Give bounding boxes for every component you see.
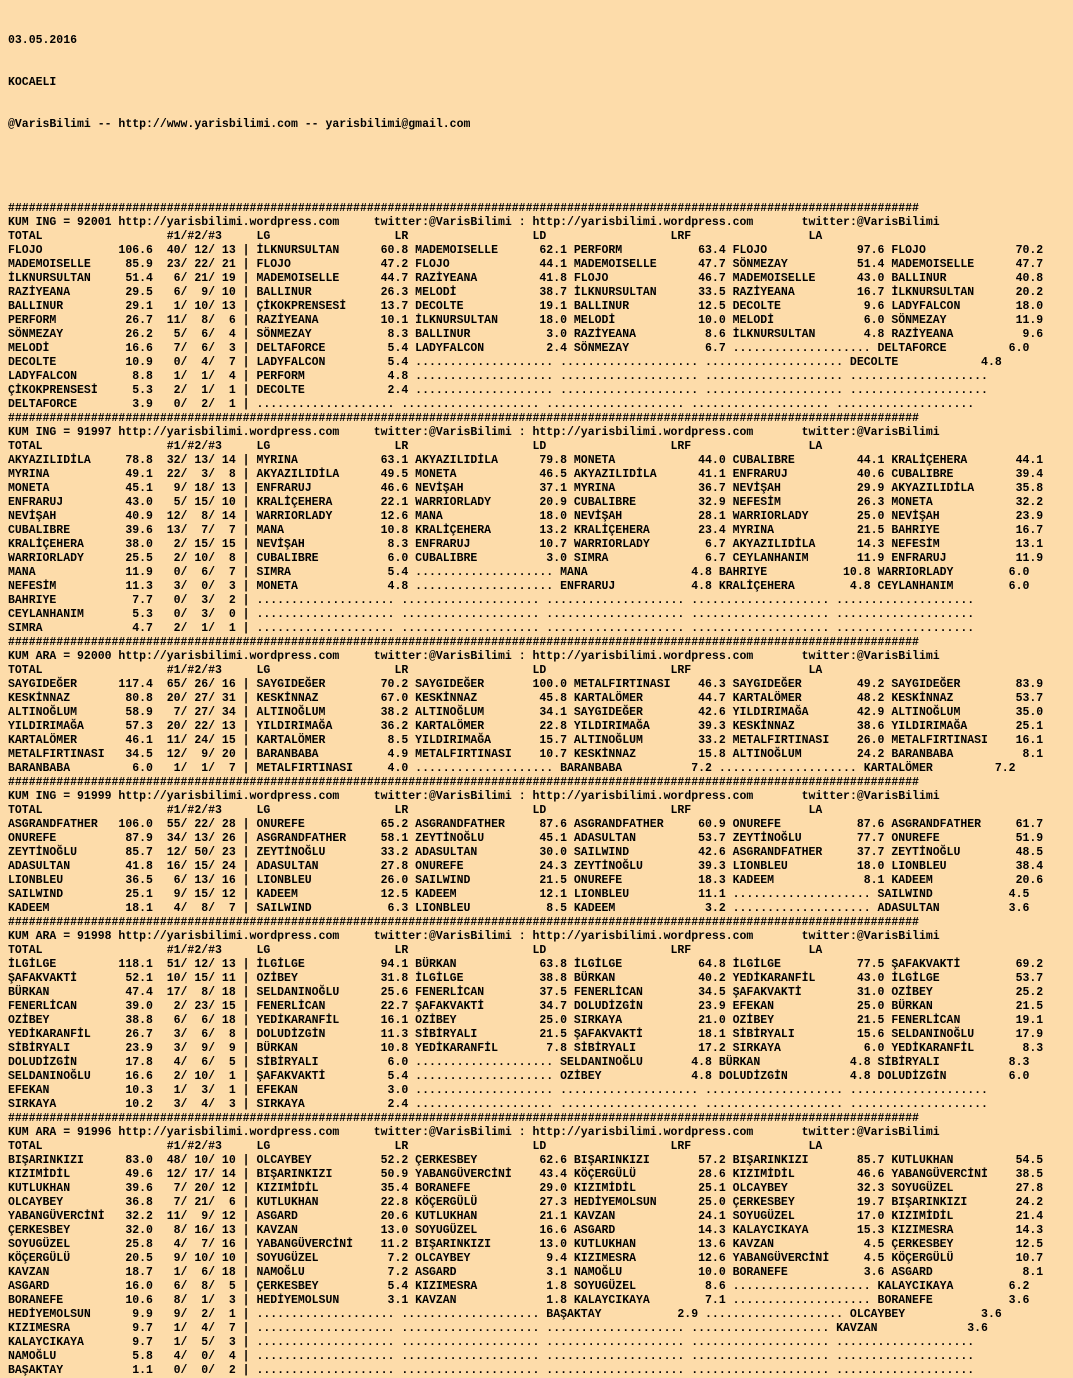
column-header-line: TOTAL #1/#2/#3 LG LR LD LRF LA — [8, 944, 823, 957]
table-row: YILDIRIMAĞA 57.3 20/ 22/ 13 | YILDIRIMAĞA 36.2 KARTALÖMER 22.8 YILDIRIMAĞA 39.3 KESKİNNAZ 38.6 YILDIRIMAĞA 25.1 — [8, 720, 1044, 733]
table-row: BORANEFE 10.6 8/ 1/ 3 | HEDİYEMOLSUN 3.1 KAVZAN 1.8 KALAYCIKAYA 7.1 .................... BORANEFE 3.6 — [8, 1294, 1030, 1307]
race-title-line — [8, 930, 1073, 944]
race-ad-text: http://yarisbilimi.wordpress.com twitter:@VarisBilimi : http://yarisbilimi.wordpress.com twitter:@VarisBilimi — [111, 426, 940, 439]
table-row: KALAYCIKAYA 9.7 1/ 5/ 3 | .................... .................... .................... .................... .................... — [8, 1336, 975, 1349]
contact-line: @VarisBilimi -- http://www.yarisbilimi.com -- yarisbilimi@gmail.com — [8, 118, 471, 131]
city-line: KOCAELI — [8, 76, 57, 89]
race-title: KUM ING = 91997 — [8, 426, 112, 439]
table-row: SIRKAYA 10.2 3/ 4/ 3 | SIRKAYA 2.4 .................... .................... .................... .................... — [8, 1098, 988, 1111]
separator-line: #################################################################################################################################### — [8, 202, 919, 215]
separator-line: #################################################################################################################################### — [8, 916, 919, 929]
table-row: KIZIMESRA 9.7 1/ 4/ 7 | .................... .................... .................... .................... KAVZAN 3.6 — [8, 1322, 988, 1335]
table-row: ONUREFE 87.9 34/ 13/ 26 | ASGRANDFATHER 58.1 ZEYTİNOĞLU 45.1 ADASULTAN 53.7 ZEYTİNOĞLU 77.7 ONUREFE 51.9 — [8, 832, 1044, 845]
race-title-line — [8, 790, 1073, 804]
race-ad-text: http://yarisbilimi.wordpress.com twitter:@VarisBilimi : http://yarisbilimi.wordpress.com twitter:@VarisBilimi — [111, 1126, 940, 1139]
table-row: SAILWIND 25.1 9/ 15/ 12 | KADEEM 12.5 KADEEM 12.1 LIONBLEU 11.1 .................... SAILWIND 4.5 — [8, 888, 1030, 901]
table-row: RAZİYEANA 29.5 6/ 9/ 10 | BALLINUR 26.3 MELODİ 38.7 İLKNURSULTAN 33.5 RAZİYEANA 16.7 İLKNURSULTAN 20.2 — [8, 286, 1044, 299]
table-row: ÇİKOKPRENSESİ 5.3 2/ 1/ 1 | DECOLTE 2.4 .................... .................... .................... .................... — [8, 384, 988, 397]
table-row: NEVİŞAH 40.9 12/ 8/ 14 | WARRIORLADY 12.6 MANA 18.0 NEVİŞAH 28.1 WARRIORLADY 25.0 NEVİŞAH 23.9 — [8, 510, 1044, 523]
column-header-line: TOTAL #1/#2/#3 LG LR LD LRF LA — [8, 1140, 823, 1153]
column-header-line: TOTAL #1/#2/#3 LG LR LD LRF LA — [8, 440, 823, 453]
table-row: MELODİ 16.6 7/ 6/ 3 | DELTAFORCE 5.4 LADYFALCON 2.4 SÖNMEZAY 6.7 .................... DELTAFORCE 6.0 — [8, 342, 1030, 355]
table-row: KIZIMİDİL 49.6 12/ 17/ 14 | BIŞARINKIZI 50.9 YABANGÜVERCİNİ 43.4 KÖÇERGÜLÜ 28.6 KIZIMİDİL 46.6 YABANGÜVERCİNİ 38.5 — [8, 1168, 1044, 1181]
table-row: İLGİLGE 118.1 51/ 12/ 13 | İLGİLGE 94.1 BÜRKAN 63.8 İLGİLGE 64.8 İLGİLGE 77.5 ŞAFAKVAKTİ 69.2 — [8, 958, 1044, 971]
table-row: KUTLUKHAN 39.6 7/ 20/ 12 | KIZIMİDİL 35.4 BORANEFE 29.0 KIZIMİDİL 25.1 OLCAYBEY 32.3 SOYUGÜZEL 27.8 — [8, 1182, 1044, 1195]
table-row: SÖNMEZAY 26.2 5/ 6/ 4 | SÖNMEZAY 8.3 BALLINUR 3.0 RAZİYEANA 8.6 İLKNURSULTAN 4.8 RAZİYEANA 9.6 — [8, 328, 1044, 341]
table-row: KADEEM 18.1 4/ 8/ 7 | SAILWIND 6.3 LIONBLEU 8.5 KADEEM 3.2 .................... ADASULTAN 3.6 — [8, 902, 1030, 915]
table-row: LADYFALCON 8.8 1/ 1/ 4 | PERFORM 4.8 .................... .................... .................... .................... — [8, 370, 988, 383]
table-row: MADEMOISELLE 85.9 23/ 22/ 21 | FLOJO 47.2 FLOJO 44.1 MADEMOISELLE 47.7 SÖNMEZAY 51.4 MADEMOISELLE 47.7 — [8, 258, 1044, 271]
race-title-line — [8, 216, 1073, 230]
table-row: BALLINUR 29.1 1/ 10/ 13 | ÇİKOKPRENSESİ 13.7 DECOLTE 19.1 BALLINUR 12.5 DECOLTE 9.6 LADYFALCON 18.0 — [8, 300, 1044, 313]
table-row: KARTALÖMER 46.1 11/ 24/ 15 | KARTALÖMER 8.5 YILDIRIMAĞA 15.7 ALTINOĞLUM 33.2 METALFIRTINASI 26.0 METALFIRTINASI 16.1 — [8, 734, 1044, 747]
table-row: MYRINA 49.1 22/ 3/ 8 | AKYAZILIDİLA 49.5 MONETA 46.5 AKYAZILIDİLA 41.1 ENFRARUJ 40.6 CUBALIBRE 39.4 — [8, 468, 1044, 481]
column-header-line: TOTAL #1/#2/#3 LG LR LD LRF LA — [8, 804, 823, 817]
table-row: SAYGIDEĞER 117.4 65/ 26/ 16 | SAYGIDEĞER 70.2 SAYGIDEĞER 100.0 METALFIRTINASI 46.3 SAYGIDEĞER 49.2 SAYGIDEĞER 83.9 — [8, 678, 1044, 691]
separator-line: #################################################################################################################################### — [8, 412, 919, 425]
table-row: ÇERKESBEY 32.0 8/ 16/ 13 | KAVZAN 13.0 SOYUGÜZEL 16.6 ASGARD 14.3 KALAYCIKAYA 15.3 KIZIMESRA 14.3 — [8, 1224, 1044, 1237]
table-row: ASGARD 16.0 6/ 8/ 5 | ÇERKESBEY 5.4 KIZIMESRA 1.8 SOYUGÜZEL 8.6 .................... KALAYCIKAYA 6.2 — [8, 1280, 1030, 1293]
table-row: LIONBLEU 36.5 6/ 13/ 16 | LIONBLEU 26.0 SAILWIND 21.5 ONUREFE 18.3 KADEEM 8.1 KADEEM 20.6 — [8, 874, 1044, 887]
race-ad-text: http://yarisbilimi.wordpress.com twitter:@VarisBilimi : http://yarisbilimi.wordpress.com twitter:@VarisBilimi — [111, 650, 940, 663]
table-row: SOYUGÜZEL 25.8 4/ 7/ 16 | YABANGÜVERCİNİ 11.2 BIŞARINKIZI 13.0 KUTLUKHAN 13.6 KAVZAN 4.5 ÇERKESBEY 12.5 — [8, 1238, 1044, 1251]
race-blocks — [8, 202, 1073, 1377]
race-title-line — [8, 1126, 1073, 1140]
race-title: KUM ARA = 91996 — [8, 1126, 112, 1139]
table-row: SİBİRYALI 23.9 3/ 9/ 9 | BÜRKAN 10.8 YEDİKARANFİL 7.8 SİBİRYALI 17.2 SIRKAYA 6.0 YEDİKARANFİL 8.3 — [8, 1042, 1044, 1055]
table-row: YEDİKARANFİL 26.7 3/ 6/ 8 | DOLUDİZGİN 11.3 SİBİRYALI 21.5 ŞAFAKVAKTİ 18.1 SİBİRYALI 15.6 SELDANINOĞLU 17.9 — [8, 1028, 1044, 1041]
table-row: CEYLANHANIM 5.3 0/ 3/ 0 | .................... .................... .................... .................... .................... — [8, 608, 975, 621]
table-row: BAŞAKTAY 1.1 0/ 0/ 2 | .................... .................... .................... .................... .................... — [8, 1364, 975, 1377]
table-row: HEDİYEMOLSUN 9.9 9/ 2/ 1 | .................... .................... BAŞAKTAY 2.9 .................... OLCAYBEY 3.6 — [8, 1308, 1002, 1321]
table-row: OLCAYBEY 36.8 7/ 21/ 6 | KUTLUKHAN 22.8 KÖÇERGÜLÜ 27.3 HEDİYEMOLSUN 25.0 ÇERKESBEY 19.7 BIŞARINKIZI 24.2 — [8, 1196, 1044, 1209]
column-header-line: TOTAL #1/#2/#3 LG LR LD LRF LA — [8, 230, 823, 243]
race-title: KUM ARA = 91998 — [8, 930, 112, 943]
blank-line — [8, 160, 1073, 174]
table-row: BIŞARINKIZI 83.0 48/ 10/ 10 | OLCAYBEY 52.2 ÇERKESBEY 62.6 BIŞARINKIZI 57.2 BIŞARINKIZI 85.7 KUTLUKHAN 54.5 — [8, 1154, 1044, 1167]
race-ad-text: http://yarisbilimi.wordpress.com twitter:@VarisBilimi : http://yarisbilimi.wordpress.com twitter:@VarisBilimi — [111, 790, 940, 803]
table-row: OZİBEY 38.8 6/ 6/ 18 | YEDİKARANFİL 16.1 OZİBEY 25.0 SIRKAYA 21.0 OZİBEY 21.5 FENERLİCAN 19.1 — [8, 1014, 1044, 1027]
table-row: EFEKAN 10.3 1/ 3/ 1 | EFEKAN 3.0 .................... .................... .................... .................... — [8, 1084, 988, 1097]
table-row: NEFESİM 11.3 3/ 0/ 3 | MONETA 4.8 .................... ENFRARUJ 4.8 KRALİÇEHERA 4.8 CEYLANHANIM 6.0 — [8, 580, 1030, 593]
table-row: KAVZAN 18.7 1/ 6/ 18 | NAMOĞLU 7.2 ASGARD 3.1 NAMOĞLU 10.0 BORANEFE 3.6 ASGARD 8.1 — [8, 1266, 1044, 1279]
table-row: DOLUDİZGİN 17.8 4/ 6/ 5 | SİBİRYALI 6.0 .................... SELDANINOĞLU 4.8 BÜRKAN 4.8 SİBİRYALI 8.3 — [8, 1056, 1030, 1069]
table-row: ADASULTAN 41.8 16/ 15/ 24 | ADASULTAN 27.8 ONUREFE 24.3 ZEYTİNOĞLU 39.3 LIONBLEU 18.0 LIONBLEU 38.4 — [8, 860, 1044, 873]
table-row: CUBALIBRE 39.6 13/ 7/ 7 | MANA 10.8 KRALİÇEHERA 13.2 KRALİÇEHERA 23.4 MYRINA 21.5 BAHRIYE 16.7 — [8, 524, 1044, 537]
table-row: FLOJO 106.6 40/ 12/ 13 | İLKNURSULTAN 60.8 MADEMOISELLE 62.1 PERFORM 63.4 FLOJO 97.6 FLOJO 70.2 — [8, 244, 1044, 257]
race-ad-text: http://yarisbilimi.wordpress.com twitter:@VarisBilimi : http://yarisbilimi.wordpress.com twitter:@VarisBilimi — [111, 930, 940, 943]
table-row: KRALİÇEHERA 38.0 2/ 15/ 15 | NEVİŞAH 8.3 ENFRARUJ 10.7 WARRIORLADY 6.7 AKYAZILIDİLA 14.3 NEFESİM 13.1 — [8, 538, 1044, 551]
separator-line: #################################################################################################################################### — [8, 636, 919, 649]
separator-line: #################################################################################################################################### — [8, 776, 919, 789]
table-row: SELDANINOĞLU 16.6 2/ 10/ 1 | ŞAFAKVAKTİ 5.4 .................... OZİBEY 4.8 DOLUDİZGİN 4.8 DOLUDİZGİN 6.0 — [8, 1070, 1030, 1083]
table-row: YABANGÜVERCİNİ 32.2 11/ 9/ 12 | ASGARD 20.6 KUTLUKHAN 21.1 KAVZAN 24.1 SOYUGÜZEL 17.0 KIZIMİDİL 21.4 — [8, 1210, 1044, 1223]
table-row: BARANBABA 6.0 1/ 1/ 7 | METALFIRTINASI 4.0 .................... BARANBABA 7.2 .................... KARTALÖMER 7.2 — [8, 762, 1016, 775]
table-row: NAMOĞLU 5.8 4/ 0/ 4 | .................... .................... .................... .................... .................... — [8, 1350, 975, 1363]
table-row: BÜRKAN 47.4 17/ 8/ 18 | SELDANINOĞLU 25.6 FENERLİCAN 37.5 FENERLİCAN 34.5 ŞAFAKVAKTİ 31.0 OZİBEY 25.2 — [8, 986, 1044, 999]
race-title-line — [8, 650, 1073, 664]
race-ad-text: http://yarisbilimi.wordpress.com twitter:@VarisBilimi : http://yarisbilimi.wordpress.com twitter:@VarisBilimi — [111, 216, 940, 229]
table-row: MANA 11.9 0/ 6/ 7 | SIMRA 5.4 .................... MANA 4.8 BAHRIYE 10.8 WARRIORLADY 6.0 — [8, 566, 1030, 579]
table-row: KESKİNNAZ 80.8 20/ 27/ 31 | KESKİNNAZ 67.0 KESKİNNAZ 45.8 KARTALÖMER 44.7 KARTALÖMER 48.2 KESKİNNAZ 53.7 — [8, 692, 1044, 705]
table-row: AKYAZILIDİLA 78.8 32/ 13/ 14 | MYRINA 63.1 AKYAZILIDİLA 79.8 MONETA 44.0 CUBALIBRE 44.1 KRALİÇEHERA 44.1 — [8, 454, 1044, 467]
date-line: 03.05.2016 — [8, 34, 78, 47]
table-row: METALFIRTINASI 34.5 12/ 9/ 20 | BARANBABA 4.9 METALFIRTINASI 10.7 KESKİNNAZ 15.8 ALTINOĞLUM 24.2 BARANBABA 8.1 — [8, 748, 1044, 761]
race-title: KUM ING = 92001 — [8, 216, 112, 229]
table-row: KÖÇERGÜLÜ 20.5 9/ 10/ 10 | SOYUGÜZEL 7.2 OLCAYBEY 9.4 KIZIMESRA 12.6 YABANGÜVERCİNİ 4.5 KÖÇERGÜLÜ 10.7 — [8, 1252, 1044, 1265]
separator-line: #################################################################################################################################### — [8, 1112, 919, 1125]
table-row: ALTINOĞLUM 58.9 7/ 27/ 34 | ALTINOĞLUM 38.2 ALTINOĞLUM 34.1 SAYGIDEĞER 42.6 YILDIRIMAĞA 42.9 ALTINOĞLUM 35.0 — [8, 706, 1044, 719]
column-header-line: TOTAL #1/#2/#3 LG LR LD LRF LA — [8, 664, 823, 677]
table-row: DECOLTE 10.9 0/ 4/ 7 | LADYFALCON 5.4 .................... .................... .................... DECOLTE 4.8 — [8, 356, 1002, 369]
table-row: ŞAFAKVAKTİ 52.1 10/ 15/ 11 | OZİBEY 31.8 İLGİLGE 38.8 BÜRKAN 40.2 YEDİKARANFİL 43.0 İLGİLGE 53.7 — [8, 972, 1044, 985]
table-row: FENERLİCAN 39.0 2/ 23/ 15 | FENERLİCAN 22.7 ŞAFAKVAKTİ 34.7 DOLUDİZGİN 23.9 EFEKAN 25.0 BÜRKAN 21.5 — [8, 1000, 1044, 1013]
table-row: SIMRA 4.7 2/ 1/ 1 | .................... .................... .................... .................... .................... — [8, 622, 975, 635]
table-row: ENFRARUJ 43.0 5/ 15/ 10 | KRALİÇEHERA 22.1 WARRIORLADY 20.9 CUBALIBRE 32.9 NEFESİM 26.3 MONETA 32.2 — [8, 496, 1044, 509]
table-row: MONETA 45.1 9/ 18/ 13 | ENFRARUJ 46.6 NEVİŞAH 37.1 MYRINA 36.7 NEVİŞAH 29.9 AKYAZILIDİLA 35.8 — [8, 482, 1044, 495]
table-row: WARRIORLADY 25.5 2/ 10/ 8 | CUBALIBRE 6.0 CUBALIBRE 3.0 SIMRA 6.7 CEYLANHANIM 11.9 ENFRARUJ 11.9 — [8, 552, 1044, 565]
table-row: İLKNURSULTAN 51.4 6/ 21/ 19 | MADEMOISELLE 44.7 RAZİYEANA 41.8 FLOJO 46.7 MADEMOISELLE 43.0 BALLINUR 40.8 — [8, 272, 1044, 285]
race-title: KUM ING = 91999 — [8, 790, 112, 803]
race-title: KUM ARA = 92000 — [8, 650, 112, 663]
table-row: ZEYTİNOĞLU 85.7 12/ 50/ 23 | ZEYTİNOĞLU 33.2 ADASULTAN 30.0 SAILWIND 42.6 ASGRANDFATHER 37.7 ZEYTİNOĞLU 48.5 — [8, 846, 1044, 859]
table-row: PERFORM 26.7 11/ 8/ 6 | RAZİYEANA 10.1 İLKNURSULTAN 18.0 MELODİ 10.0 MELODİ 6.0 SÖNMEZAY 11.9 — [8, 314, 1044, 327]
race-title-line — [8, 426, 1073, 440]
table-row: DELTAFORCE 3.9 0/ 2/ 1 | .................... .................... .................... .................... .................... — [8, 398, 975, 411]
table-row: BAHRIYE 7.7 0/ 3/ 2 | .................... .................... .................... .................... .................... — [8, 594, 975, 607]
table-row: ASGRANDFATHER 106.0 55/ 22/ 28 | ONUREFE 65.2 ASGRANDFATHER 87.6 ASGRANDFATHER 60.9 ONUREFE 87.6 ASGRANDFATHER 61.7 — [8, 818, 1044, 831]
